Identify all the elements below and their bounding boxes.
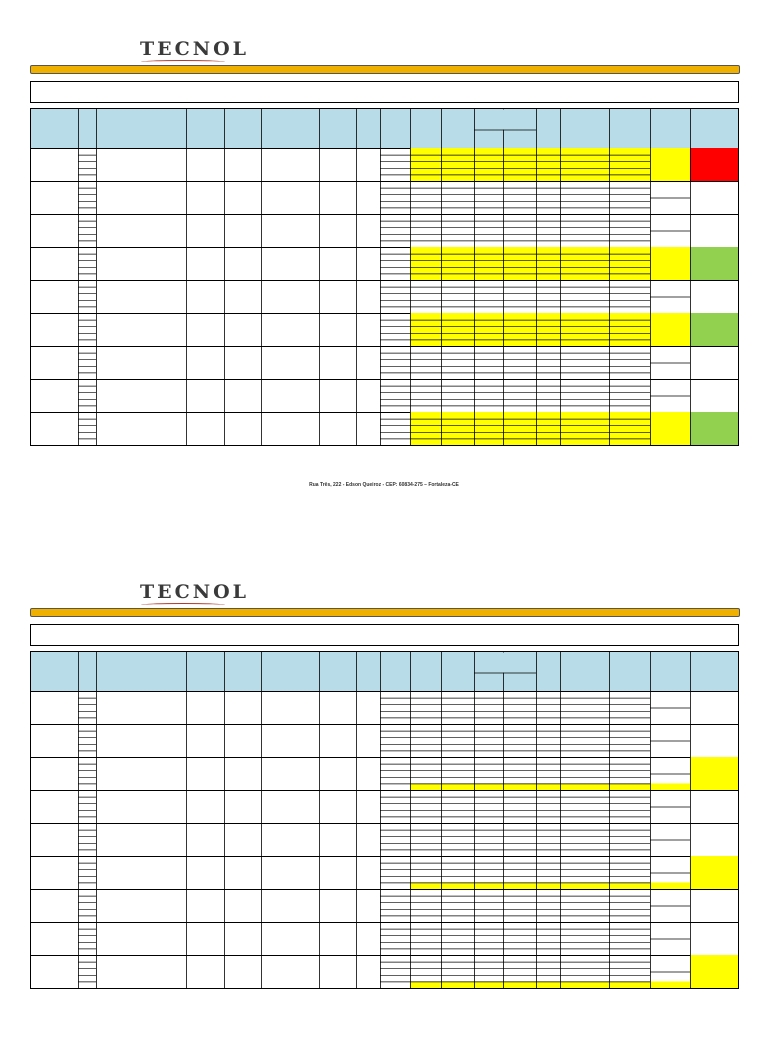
inspection-table bbox=[30, 108, 740, 448]
tecnol-logo: TECNOL bbox=[140, 581, 250, 603]
result-cell bbox=[690, 757, 738, 790]
status-cell bbox=[650, 412, 690, 445]
result-cell bbox=[690, 856, 738, 889]
highlight-fill bbox=[410, 313, 650, 346]
header-accent-bar bbox=[30, 608, 740, 617]
highlight-fill bbox=[410, 247, 650, 280]
header-row bbox=[31, 652, 739, 692]
sheet-page-2 bbox=[0, 543, 768, 1043]
inspection-table bbox=[30, 651, 740, 991]
table-border bbox=[31, 652, 739, 989]
highlight-fill bbox=[410, 882, 690, 889]
title-box bbox=[30, 624, 739, 646]
merged-header-cell bbox=[476, 110, 536, 130]
highlight-fill bbox=[410, 981, 690, 988]
logo-swoosh bbox=[141, 603, 225, 607]
sheet-page-1 bbox=[0, 0, 768, 500]
highlight-fill bbox=[410, 783, 690, 790]
result-cell bbox=[690, 412, 738, 445]
tecnol-logo: TECNOL bbox=[140, 38, 250, 60]
header-row bbox=[31, 109, 739, 149]
status-cell bbox=[650, 313, 690, 346]
logo-swoosh bbox=[141, 60, 225, 64]
highlight-fill bbox=[410, 412, 650, 445]
result-cell bbox=[690, 313, 738, 346]
title-box bbox=[30, 81, 739, 103]
result-cell bbox=[690, 148, 738, 181]
status-cell bbox=[650, 247, 690, 280]
status-cell bbox=[650, 148, 690, 181]
result-cell bbox=[690, 955, 738, 988]
result-cell bbox=[690, 247, 738, 280]
highlight-fill bbox=[410, 148, 650, 181]
address-footer: Rua Três, 222 - Edson Queiroz - CEP: 60834-275 – Fortaleza-CE bbox=[309, 482, 459, 488]
merged-header-cell bbox=[476, 653, 536, 673]
header-accent-bar bbox=[30, 65, 740, 74]
